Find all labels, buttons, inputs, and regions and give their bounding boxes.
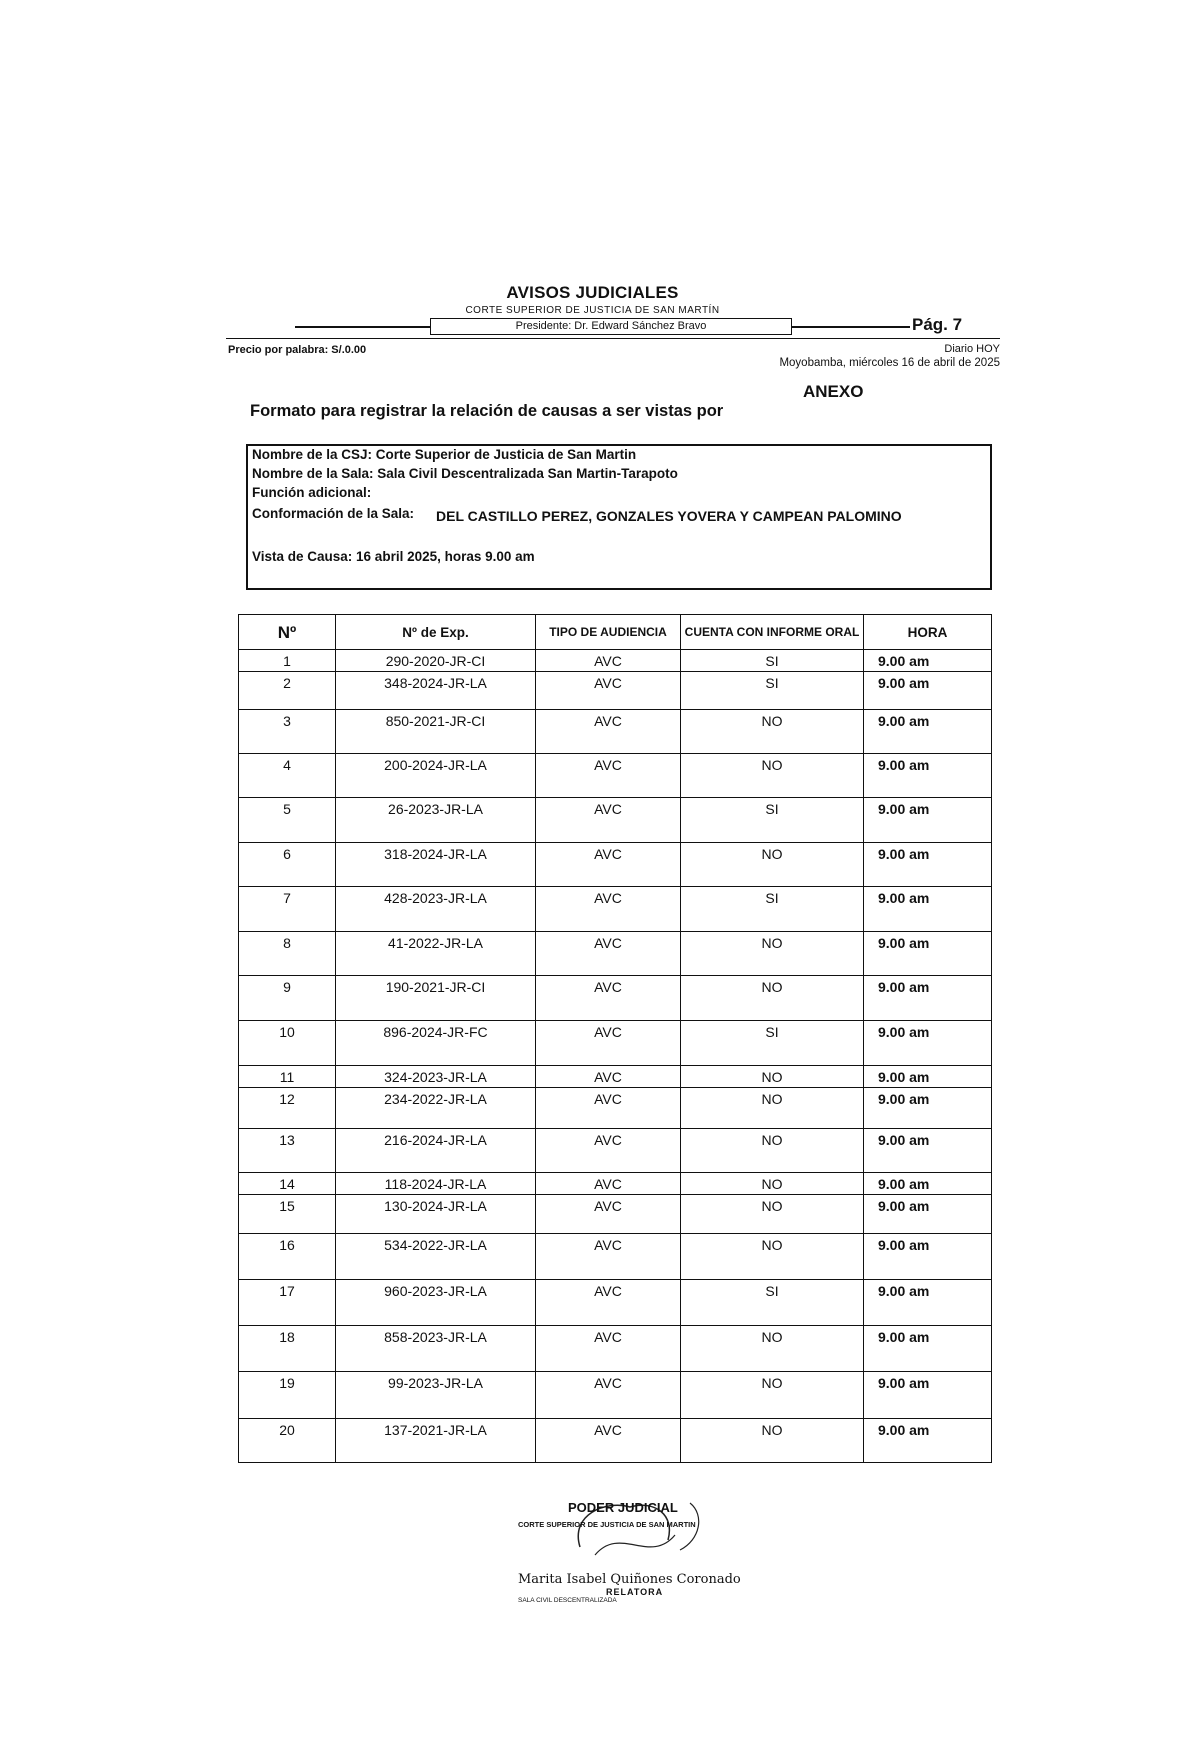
table-row	[239, 976, 992, 1021]
table-row	[239, 887, 992, 932]
table-row	[239, 1372, 992, 1419]
file-number: 324-2023-JR-LA	[384, 1069, 487, 1085]
hearing-type: AVC	[594, 1132, 622, 1148]
header-rule-full	[226, 338, 1000, 339]
oral-report-cell	[681, 1372, 864, 1419]
row-number-cell	[239, 1088, 336, 1129]
hearing-type: AVC	[594, 1283, 622, 1299]
oral-report-cell	[681, 1419, 864, 1463]
file-number: 318-2024-JR-LA	[384, 846, 487, 862]
row-number-cell	[239, 976, 336, 1021]
file-number: 850-2021-JR-CI	[385, 713, 486, 729]
sala-composition-label: Conformación de la Sala:	[252, 506, 415, 521]
oral-report: NO	[761, 1091, 783, 1107]
hearing-type: AVC	[594, 1329, 622, 1345]
hearing-type: AVC	[594, 653, 622, 669]
date-line: Moyobamba, miércoles 16 de abril de 2025	[779, 357, 1000, 369]
col-header-hearing-type: TIPO DE AUDIENCIA	[536, 615, 681, 650]
hearing-type-cell	[536, 1280, 681, 1326]
hearing-type-cell	[536, 1419, 681, 1463]
row-number-cell	[239, 672, 336, 710]
row-number: 9	[283, 979, 291, 995]
file-number-cell	[336, 843, 536, 887]
col-header-number: Nº	[239, 615, 336, 650]
hearing-time: 9.00 am	[878, 846, 930, 862]
file-number-cell	[336, 976, 536, 1021]
file-number: 290-2020-JR-CI	[385, 653, 486, 669]
hearing-type: AVC	[594, 1237, 622, 1253]
hearing-type: AVC	[594, 1422, 622, 1438]
file-number-cell	[336, 1066, 536, 1088]
hearing-type: AVC	[594, 935, 622, 951]
oral-report: NO	[761, 1237, 783, 1253]
hearing-time-cell	[864, 798, 992, 843]
row-number-cell	[239, 1234, 336, 1280]
row-number: 4	[283, 757, 291, 773]
table-row	[239, 843, 992, 887]
header-rule-right	[792, 326, 910, 328]
file-number-cell	[336, 650, 536, 672]
hearing-type-cell	[536, 1234, 681, 1280]
hearing-time: 9.00 am	[878, 1198, 930, 1214]
cases-table	[238, 614, 992, 1463]
hearing-time-cell	[864, 754, 992, 798]
hearing-time-cell	[864, 650, 992, 672]
hearing-time: 9.00 am	[878, 1069, 930, 1085]
oral-report-cell	[681, 798, 864, 843]
row-number: 16	[279, 1237, 295, 1253]
president-box: Presidente: Dr. Edward Sánchez Bravo	[430, 318, 792, 335]
hearing-time: 9.00 am	[878, 1132, 930, 1148]
hearing-time-cell	[864, 1066, 992, 1088]
oral-report: SI	[765, 675, 779, 691]
hearing-time: 9.00 am	[878, 713, 930, 729]
row-number-cell	[239, 1066, 336, 1088]
hearing-type-cell	[536, 1088, 681, 1129]
hearing-time: 9.00 am	[878, 1091, 930, 1107]
oral-report: SI	[765, 1283, 779, 1299]
file-number-cell	[336, 754, 536, 798]
row-number-cell	[239, 1195, 336, 1234]
sala-name: Nombre de la Sala: Sala Civil Descentralizada San Martin-Tarapoto	[252, 466, 678, 481]
oral-report-cell	[681, 1129, 864, 1173]
hearing-time-cell	[864, 1129, 992, 1173]
row-number: 2	[283, 675, 291, 691]
file-number-cell	[336, 1173, 536, 1195]
hearing-time-cell	[864, 932, 992, 976]
file-number-cell	[336, 1234, 536, 1280]
col-header-file-number: Nº de Exp.	[336, 615, 536, 650]
row-number-cell	[239, 1129, 336, 1173]
hearing-type: AVC	[594, 675, 622, 691]
oral-report: NO	[761, 1375, 783, 1391]
seal-title: PODER JUDICIAL	[568, 1500, 678, 1515]
hearing-time: 9.00 am	[878, 1422, 930, 1438]
hearing-time-cell	[864, 1173, 992, 1195]
hearing-type: AVC	[594, 1069, 622, 1085]
oral-report-cell	[681, 1326, 864, 1372]
oral-report: NO	[761, 757, 783, 773]
oral-report: NO	[761, 713, 783, 729]
hearing-type-cell	[536, 976, 681, 1021]
hearing-type-cell	[536, 1129, 681, 1173]
file-number-cell	[336, 1280, 536, 1326]
hearing-type-cell	[536, 710, 681, 754]
row-number-cell	[239, 1280, 336, 1326]
oral-report: NO	[761, 979, 783, 995]
hearing-time: 9.00 am	[878, 1283, 930, 1299]
hearing-date: Vista de Causa: 16 abril 2025, horas 9.00 am	[252, 549, 535, 564]
hearing-type-cell	[536, 798, 681, 843]
table-row	[239, 672, 992, 710]
hearing-time: 9.00 am	[878, 1375, 930, 1391]
oral-report-cell	[681, 976, 864, 1021]
file-number: 130-2024-JR-LA	[384, 1198, 487, 1214]
hearing-time-cell	[864, 1280, 992, 1326]
table-row	[239, 1021, 992, 1066]
hearing-time-cell	[864, 976, 992, 1021]
table-row	[239, 1419, 992, 1463]
signer-role: RELATORA	[606, 1587, 664, 1597]
oral-report: NO	[761, 846, 783, 862]
oral-report: SI	[765, 890, 779, 906]
hearing-time: 9.00 am	[878, 1176, 930, 1192]
row-number: 5	[283, 801, 291, 817]
page-number: Pág. 7	[912, 315, 963, 334]
table-row	[239, 710, 992, 754]
hearing-time-cell	[864, 1234, 992, 1280]
hearing-time: 9.00 am	[878, 757, 930, 773]
court-info-box	[246, 444, 992, 590]
hearing-type: AVC	[594, 1024, 622, 1040]
oral-report-cell	[681, 754, 864, 798]
row-number-cell	[239, 1021, 336, 1066]
hearing-type-cell	[536, 932, 681, 976]
file-number: 41-2022-JR-LA	[388, 935, 483, 951]
file-number: 190-2021-JR-CI	[385, 979, 486, 995]
hearing-type-cell	[536, 843, 681, 887]
oral-report-cell	[681, 1173, 864, 1195]
table-row	[239, 1088, 992, 1129]
file-number-cell	[336, 672, 536, 710]
row-number: 1	[283, 653, 291, 669]
oral-report-cell	[681, 932, 864, 976]
file-number: 960-2023-JR-LA	[384, 1283, 487, 1299]
oral-report-cell	[681, 650, 864, 672]
oral-report: NO	[761, 1069, 783, 1085]
oral-report: NO	[761, 1198, 783, 1214]
file-number: 137-2021-JR-LA	[384, 1422, 487, 1438]
table-row	[239, 798, 992, 843]
oral-report: SI	[765, 801, 779, 817]
row-number: 3	[283, 713, 291, 729]
table-row	[239, 754, 992, 798]
file-number-cell	[336, 1129, 536, 1173]
row-number-cell	[239, 1326, 336, 1372]
row-number: 12	[279, 1091, 295, 1107]
row-number: 17	[279, 1283, 295, 1299]
hearing-time: 9.00 am	[878, 979, 930, 995]
signer-name: Marita Isabel Quiñones Coronado	[518, 1572, 741, 1587]
file-number: 348-2024-JR-LA	[384, 675, 487, 691]
hearing-type-cell	[536, 1066, 681, 1088]
table-row	[239, 1066, 992, 1088]
oral-report-cell	[681, 1066, 864, 1088]
row-number-cell	[239, 1419, 336, 1463]
hearing-time: 9.00 am	[878, 935, 930, 951]
hearing-time-cell	[864, 1419, 992, 1463]
hearing-type: AVC	[594, 801, 622, 817]
signer-office: SALA CIVIL DESCENTRALIZADA	[518, 1597, 617, 1604]
hearing-time-cell	[864, 843, 992, 887]
row-number: 15	[279, 1198, 295, 1214]
file-number: 234-2022-JR-LA	[384, 1091, 487, 1107]
hearing-time-cell	[864, 1021, 992, 1066]
file-number-cell	[336, 1326, 536, 1372]
price-per-word: Precio por palabra: S/.0.00	[228, 344, 367, 356]
hearing-time: 9.00 am	[878, 653, 930, 669]
oral-report: NO	[761, 1329, 783, 1345]
hearing-time: 9.00 am	[878, 675, 930, 691]
row-number: 13	[279, 1132, 295, 1148]
file-number-cell	[336, 1021, 536, 1066]
file-number: 26-2023-JR-LA	[388, 801, 483, 817]
file-number: 428-2023-JR-LA	[384, 890, 487, 906]
table-row	[239, 932, 992, 976]
additional-function: Función adicional:	[252, 485, 372, 500]
oral-report-cell	[681, 672, 864, 710]
annex-label: ANEXO	[803, 382, 864, 401]
row-number: 7	[283, 890, 291, 906]
hearing-type: AVC	[594, 979, 622, 995]
hearing-type: AVC	[594, 757, 622, 773]
newspaper-name: Diario HOY	[944, 343, 1000, 355]
form-title: Formato para registrar la relación de causas a ser vistas por	[250, 402, 724, 420]
file-number-cell	[336, 1088, 536, 1129]
file-number: 216-2024-JR-LA	[384, 1132, 487, 1148]
row-number: 14	[279, 1176, 295, 1192]
oral-report: NO	[761, 1176, 783, 1192]
file-number: 200-2024-JR-LA	[384, 757, 487, 773]
row-number-cell	[239, 798, 336, 843]
row-number-cell	[239, 843, 336, 887]
file-number: 858-2023-JR-LA	[384, 1329, 487, 1345]
table-row	[239, 1173, 992, 1195]
oral-report: NO	[761, 1422, 783, 1438]
court-name: CORTE SUPERIOR DE JUSTICIA DE SAN MARTÍN	[465, 305, 720, 316]
table-header-row	[239, 615, 992, 650]
hearing-type: AVC	[594, 890, 622, 906]
sala-composition-value: DEL CASTILLO PEREZ, GONZALES YOVERA Y CAMPEAN PALOMINO	[436, 508, 902, 524]
oral-report-cell	[681, 1088, 864, 1129]
hearing-type: AVC	[594, 1176, 622, 1192]
file-number-cell	[336, 887, 536, 932]
hearing-time: 9.00 am	[878, 1329, 930, 1345]
row-number: 6	[283, 846, 291, 862]
row-number-cell	[239, 1173, 336, 1195]
hearing-time: 9.00 am	[878, 801, 930, 817]
file-number-cell	[336, 710, 536, 754]
hearing-time-cell	[864, 887, 992, 932]
file-number-cell	[336, 932, 536, 976]
row-number: 18	[279, 1329, 295, 1345]
hearing-type-cell	[536, 1173, 681, 1195]
hearing-time: 9.00 am	[878, 1024, 930, 1040]
csj-name: Nombre de la CSJ: Corte Superior de Justicia de San Martin	[252, 447, 637, 462]
hearing-time-cell	[864, 672, 992, 710]
table-row	[239, 1280, 992, 1326]
row-number: 19	[279, 1375, 295, 1391]
hearing-type: AVC	[594, 713, 622, 729]
file-number-cell	[336, 1195, 536, 1234]
oral-report-cell	[681, 1021, 864, 1066]
hearing-type-cell	[536, 672, 681, 710]
oral-report: NO	[761, 935, 783, 951]
hearing-type-cell	[536, 754, 681, 798]
hearing-time-cell	[864, 1326, 992, 1372]
col-header-time: HORA	[864, 615, 992, 650]
hearing-type: AVC	[594, 1198, 622, 1214]
hearing-time: 9.00 am	[878, 890, 930, 906]
hearing-time: 9.00 am	[878, 1237, 930, 1253]
row-number-cell	[239, 887, 336, 932]
file-number-cell	[336, 1419, 536, 1463]
hearing-time-cell	[864, 1372, 992, 1419]
hearing-type-cell	[536, 1372, 681, 1419]
row-number-cell	[239, 710, 336, 754]
oral-report: SI	[765, 1024, 779, 1040]
hearing-time-cell	[864, 1195, 992, 1234]
hearing-type: AVC	[594, 1091, 622, 1107]
table-row	[239, 1326, 992, 1372]
hearing-time-cell	[864, 1088, 992, 1129]
file-number-cell	[336, 1372, 536, 1419]
file-number: 118-2024-JR-LA	[384, 1176, 487, 1192]
section-title: AVISOS JUDICIALES	[506, 283, 679, 302]
table-row	[239, 1129, 992, 1173]
row-number: 8	[283, 935, 291, 951]
seal-court: CORTE SUPERIOR DE JUSTICIA DE SAN MARTIN	[518, 1520, 696, 1529]
hearing-type: AVC	[594, 846, 622, 862]
oral-report: SI	[765, 653, 779, 669]
row-number-cell	[239, 650, 336, 672]
oral-report-cell	[681, 1234, 864, 1280]
row-number: 10	[279, 1024, 295, 1040]
table-row	[239, 1195, 992, 1234]
file-number: 99-2023-JR-LA	[388, 1375, 483, 1391]
oral-report-cell	[681, 1280, 864, 1326]
row-number-cell	[239, 754, 336, 798]
table-row	[239, 1234, 992, 1280]
table-row	[239, 650, 992, 672]
file-number: 534-2022-JR-LA	[384, 1237, 487, 1253]
hearing-type-cell	[536, 887, 681, 932]
oral-report-cell	[681, 887, 864, 932]
col-header-oral-report: CUENTA CON INFORME ORAL	[681, 615, 864, 650]
row-number: 20	[279, 1422, 295, 1438]
oral-report: NO	[761, 1132, 783, 1148]
header-rule-left	[295, 326, 430, 328]
row-number: 11	[279, 1069, 295, 1085]
hearing-type-cell	[536, 1195, 681, 1234]
file-number-cell	[336, 798, 536, 843]
oral-report-cell	[681, 843, 864, 887]
hearing-type-cell	[536, 650, 681, 672]
oral-report-cell	[681, 710, 864, 754]
hearing-type-cell	[536, 1326, 681, 1372]
hearing-type: AVC	[594, 1375, 622, 1391]
file-number: 896-2024-JR-FC	[383, 1024, 488, 1040]
row-number-cell	[239, 932, 336, 976]
hearing-type-cell	[536, 1021, 681, 1066]
oral-report-cell	[681, 1195, 864, 1234]
hearing-time-cell	[864, 710, 992, 754]
row-number-cell	[239, 1372, 336, 1419]
